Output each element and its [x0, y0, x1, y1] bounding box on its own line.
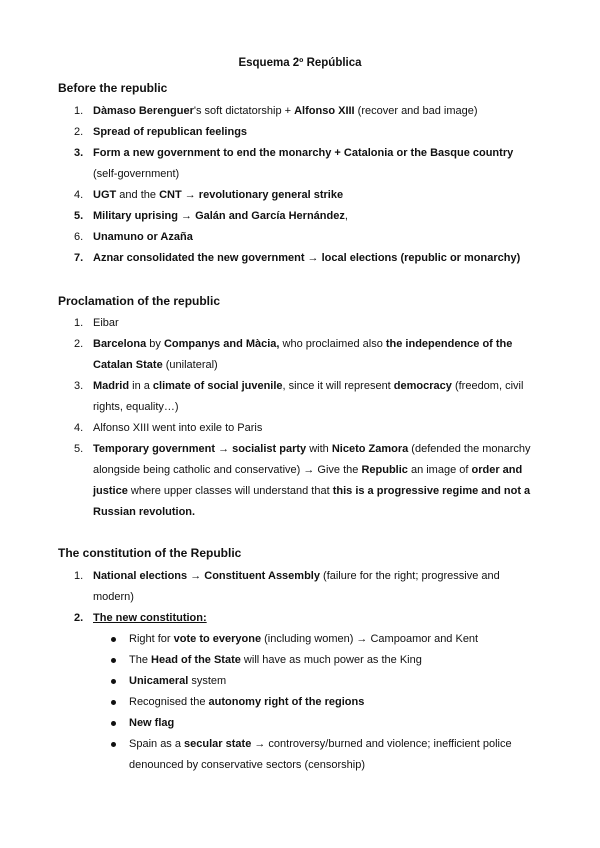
list-constitution [58, 566, 538, 776]
list-item [58, 206, 538, 227]
list-item [58, 608, 538, 776]
item-number: 1. [74, 105, 84, 117]
item-text [93, 252, 520, 264]
item-number: 4. [74, 189, 84, 201]
text-run: Unamuno or Azaña [93, 231, 193, 243]
item-number: 2. [74, 126, 84, 138]
text-run: Spread of republican feelings [93, 126, 248, 138]
bullet-dot [111, 637, 116, 642]
text-run: autonomy right of the regions [208, 696, 365, 708]
text-run: , since it will represent [282, 380, 394, 392]
bullet-dot [111, 742, 116, 747]
text-run: Right for [129, 633, 174, 645]
text-run: The [129, 654, 152, 666]
text-run: Alfonso XIII [294, 105, 355, 117]
text-run: this is a progressive regime and not a Russian revolution. [93, 485, 531, 518]
text-run: (including women) → Campoamor and Kent [261, 633, 479, 645]
text-run: and the [116, 189, 160, 201]
text-run: Madrid [93, 380, 130, 392]
list-item [58, 418, 538, 439]
item-text [93, 147, 513, 180]
text-run: Recognised the [129, 696, 209, 708]
text-run: Military uprising → Galán and García Hernández [93, 210, 345, 222]
text-run: (self-government) [93, 168, 180, 180]
text-run: Aznar consolidated the new government → local elections (republic or monarchy) [93, 252, 521, 264]
text-run: , [344, 210, 348, 222]
bullet-item [93, 692, 538, 713]
bullet-dot [111, 658, 116, 663]
bullet-text [129, 633, 478, 645]
text-run: → [181, 189, 199, 201]
text-run: Niceto Zamora [331, 443, 409, 455]
list-item [58, 227, 538, 248]
bullet-item [93, 650, 538, 671]
list-item [58, 439, 538, 523]
text-run: will have as much power as the King [240, 654, 422, 666]
item-number: 4. [74, 422, 84, 434]
list-item [58, 376, 538, 418]
text-run: Spain as a [129, 738, 185, 750]
list-before-republic [58, 101, 538, 269]
section-heading-before-republic: Before the republic [58, 81, 168, 95]
text-run: (unilateral) [162, 359, 218, 371]
text-run: where upper classes will understand that [127, 485, 333, 497]
list-item [58, 185, 538, 206]
item-number: 1. [74, 570, 84, 582]
text-run: Republic [361, 464, 408, 476]
item-text [93, 231, 193, 243]
text-run: (recover and bad image) [354, 105, 478, 117]
bullet-text [129, 738, 512, 771]
document-title: Esquema 2º República [238, 57, 362, 69]
item-number: 1. [74, 317, 84, 329]
item-number: 3. [74, 147, 84, 159]
text-run: with [306, 443, 332, 455]
text-run: who proclaimed also [279, 338, 386, 350]
text-run: by [146, 338, 164, 350]
item-number: 2. [74, 338, 84, 350]
item-text [93, 570, 500, 603]
item-text [93, 210, 348, 222]
item-number: 7. [74, 252, 84, 264]
list-item [58, 101, 538, 122]
text-run: CNT [159, 189, 182, 201]
text-run: 's soft dictatorship + [193, 105, 295, 117]
bullet-text [129, 675, 226, 687]
section-heading-constitution: The constitution of the Republic [58, 546, 242, 560]
text-run: Alfonso XIII went into exile to Paris [93, 422, 263, 434]
list-item [58, 334, 538, 376]
section-heading-proclamation: Proclamation of the republic [58, 294, 221, 308]
bullet-text [129, 654, 422, 666]
bullet-dot [111, 700, 116, 705]
list-proclamation [58, 313, 538, 523]
text-run: democracy [393, 380, 452, 392]
constitution-bullets [93, 629, 538, 776]
item-text [93, 422, 262, 434]
text-run: order and justice [93, 464, 523, 497]
text-run: Barcelona [93, 338, 147, 350]
bullet-item [93, 713, 538, 734]
text-run: an image of [407, 464, 472, 476]
text-run: climate of social juvenile [152, 380, 283, 392]
text-run: in a [129, 380, 153, 392]
bullet-text [129, 717, 174, 729]
item-text [93, 105, 478, 117]
item-text [93, 443, 531, 518]
item-number: 5. [74, 443, 84, 455]
list-item [58, 143, 538, 185]
list-item [58, 248, 538, 269]
text-run: Dàmaso Berenguer [93, 105, 194, 117]
item-number: 2. [74, 612, 84, 624]
text-run: Form a new government to end the monarchy + Catalonia or the Basque country [93, 147, 514, 159]
text-run: New flag [129, 717, 175, 729]
bullet-dot [111, 679, 116, 684]
item-text [93, 189, 343, 201]
item-number: 3. [74, 380, 84, 392]
text-run: National elections → Constituent Assembly [93, 570, 320, 582]
text-run: → controversy/burned and violence; inefficient police denounced by conservative sectors (censorship) [129, 738, 512, 771]
text-run: (freedom, civil rights, equality…) [93, 380, 524, 413]
list-item [58, 313, 538, 334]
item-text [93, 612, 207, 624]
list-item [58, 566, 538, 608]
text-run: The new constitution: [93, 612, 207, 624]
item-text [93, 338, 512, 371]
bullet-item [93, 734, 538, 776]
item-number: 5. [74, 210, 84, 222]
bullet-text [129, 696, 364, 708]
text-run: (failure for the right; progressive and modern) [93, 570, 500, 603]
item-text [93, 380, 523, 413]
text-run: (defended the monarchy alongside being catholic and conservative) → Give the [93, 443, 531, 476]
text-run: Eibar [93, 317, 119, 329]
bullet-dot [111, 721, 116, 726]
bullet-item [93, 671, 538, 692]
text-run: UGT [93, 189, 117, 201]
text-run: Temporary government → socialist party [93, 443, 307, 455]
text-run: Head of the State [151, 654, 241, 666]
text-run: Companys and Màcia, [163, 338, 280, 350]
bullet-item [93, 629, 538, 650]
item-text [93, 126, 247, 138]
item-text [93, 317, 119, 329]
text-run: system [188, 675, 227, 687]
text-run: vote to everyone [173, 633, 262, 645]
list-item [58, 122, 538, 143]
text-run: revolutionary general strike [198, 189, 344, 201]
text-run: secular state [184, 738, 252, 750]
item-number: 6. [74, 231, 84, 243]
text-run: the independence of the Catalan State [93, 338, 513, 371]
text-run: Unicameral [129, 675, 189, 687]
